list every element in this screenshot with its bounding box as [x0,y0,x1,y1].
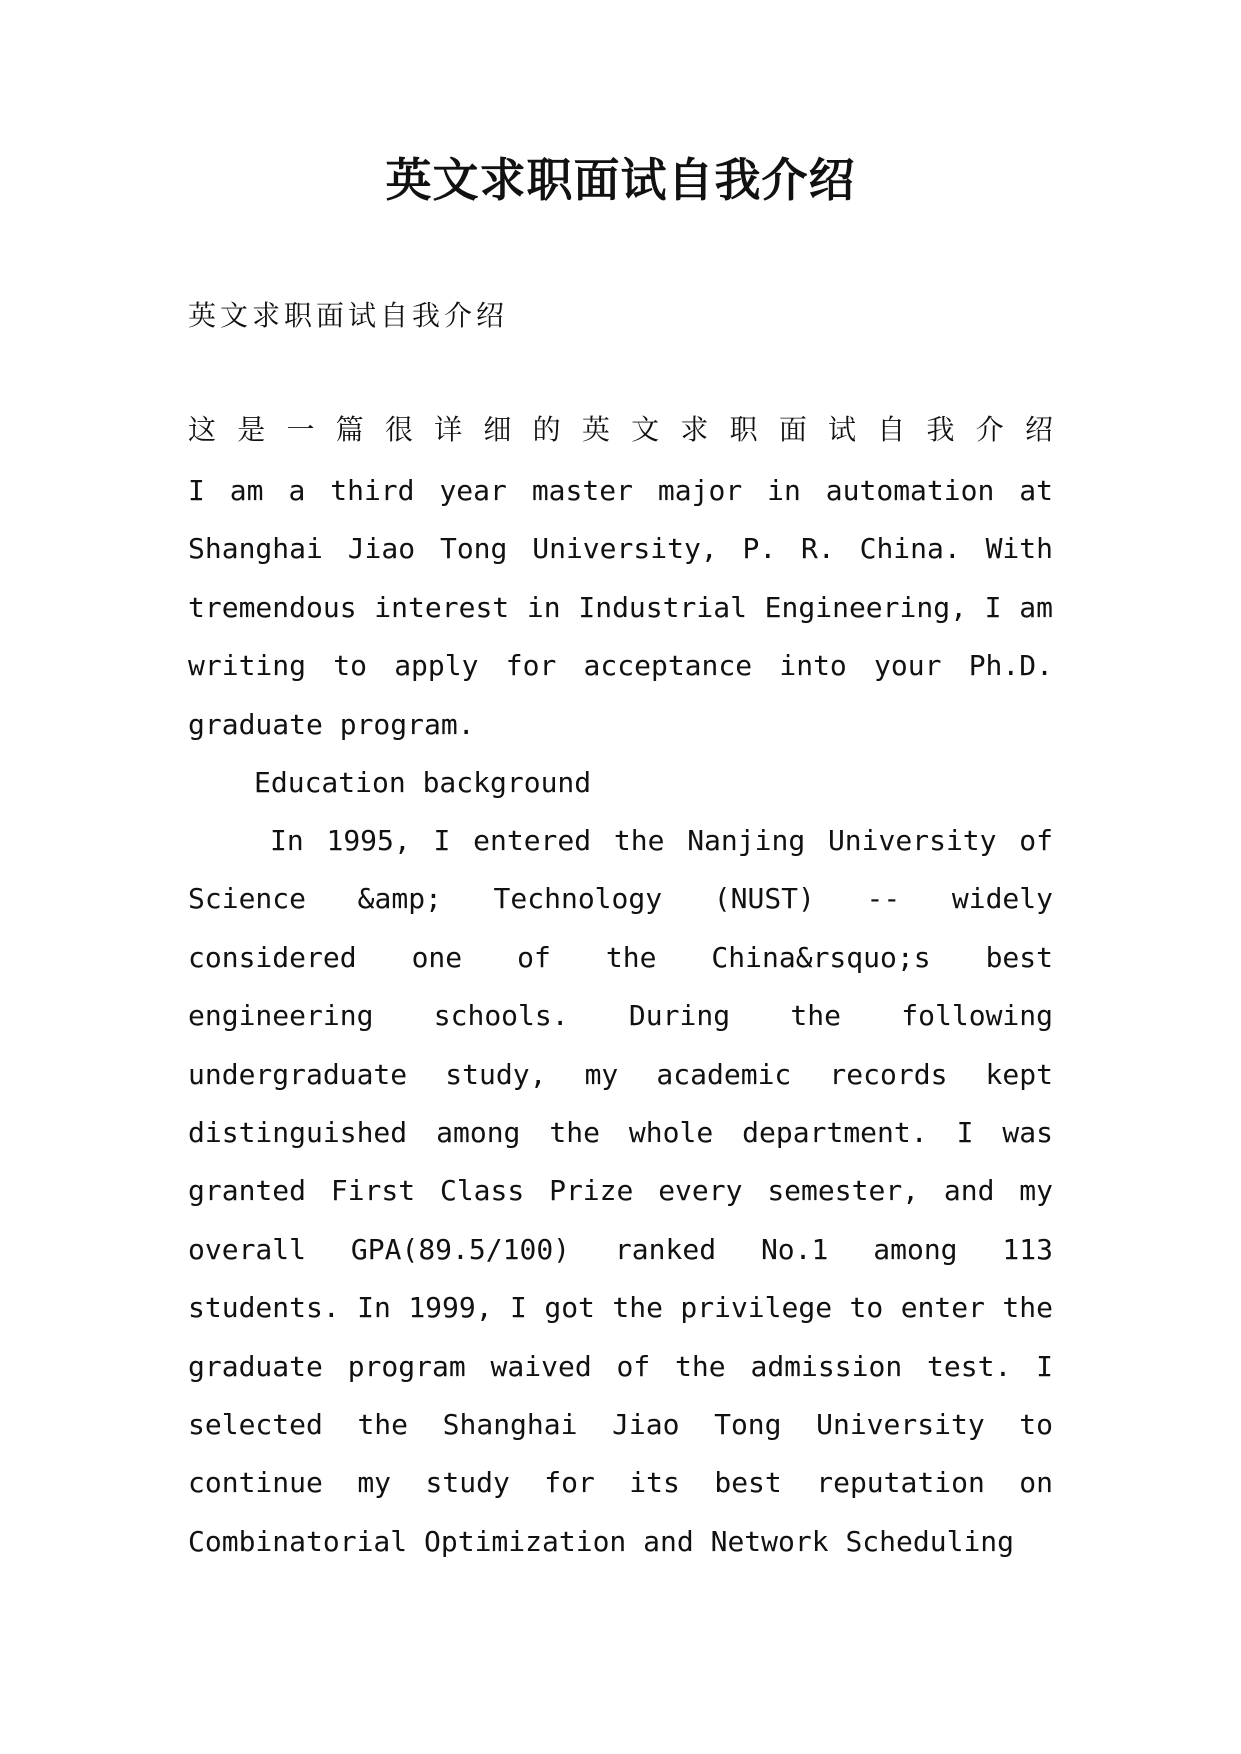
spaced-char: 这 [188,413,217,446]
document-subtitle: 英文求职面试自我介绍 [188,299,509,332]
spaced-char: 试 [828,413,857,446]
spaced-char: 我 [926,413,955,446]
spaced-char: 面 [778,413,807,446]
spaced-char: 文 [631,413,660,446]
spaced-char: 职 [729,413,758,446]
spaced-chinese-line [188,404,1053,456]
spaced-char: 细 [483,413,512,446]
spaced-char: 很 [384,413,413,446]
spaced-char: 详 [434,413,463,446]
spaced-char: 绍 [1024,413,1053,446]
section-heading: Education background [254,766,592,799]
spaced-char: 篇 [335,413,364,446]
spaced-char: 一 [286,413,315,446]
spaced-char: 介 [975,413,1004,446]
document-title: 英文求职面试自我介绍 [385,153,856,207]
spaced-char: 的 [532,413,561,446]
intro-paragraph: I am a third year master major in automation at Shanghai Jiao Tong University, P. R. China. With tremendous interest in Industrial Engineering, I am writing to apply for acceptance into your Ph.D. graduate program. [188,474,1053,741]
spaced-char: 求 [680,413,709,446]
spaced-char: 英 [581,413,610,446]
spaced-char: 自 [877,413,906,446]
spaced-char: 是 [237,413,266,446]
education-paragraph: In 1995, I entered the Nanjing University of Science &amp; Technology (NUST) -- widely considered one of the China&rsquo;s best engineering schools. During the following undergraduate study, my academic records kept distinguished among the whole department. I was granted First Class Prize every semester, and my overall GPA(89.5/100) ranked No.1 among 113 students. In 1999, I got the privilege to enter the graduate program waived of the admission test. I selected the Shanghai Jiao Tong University to continue my study for its best reputation on Combinatorial Optimization and Network Scheduling [188,824,1053,1558]
